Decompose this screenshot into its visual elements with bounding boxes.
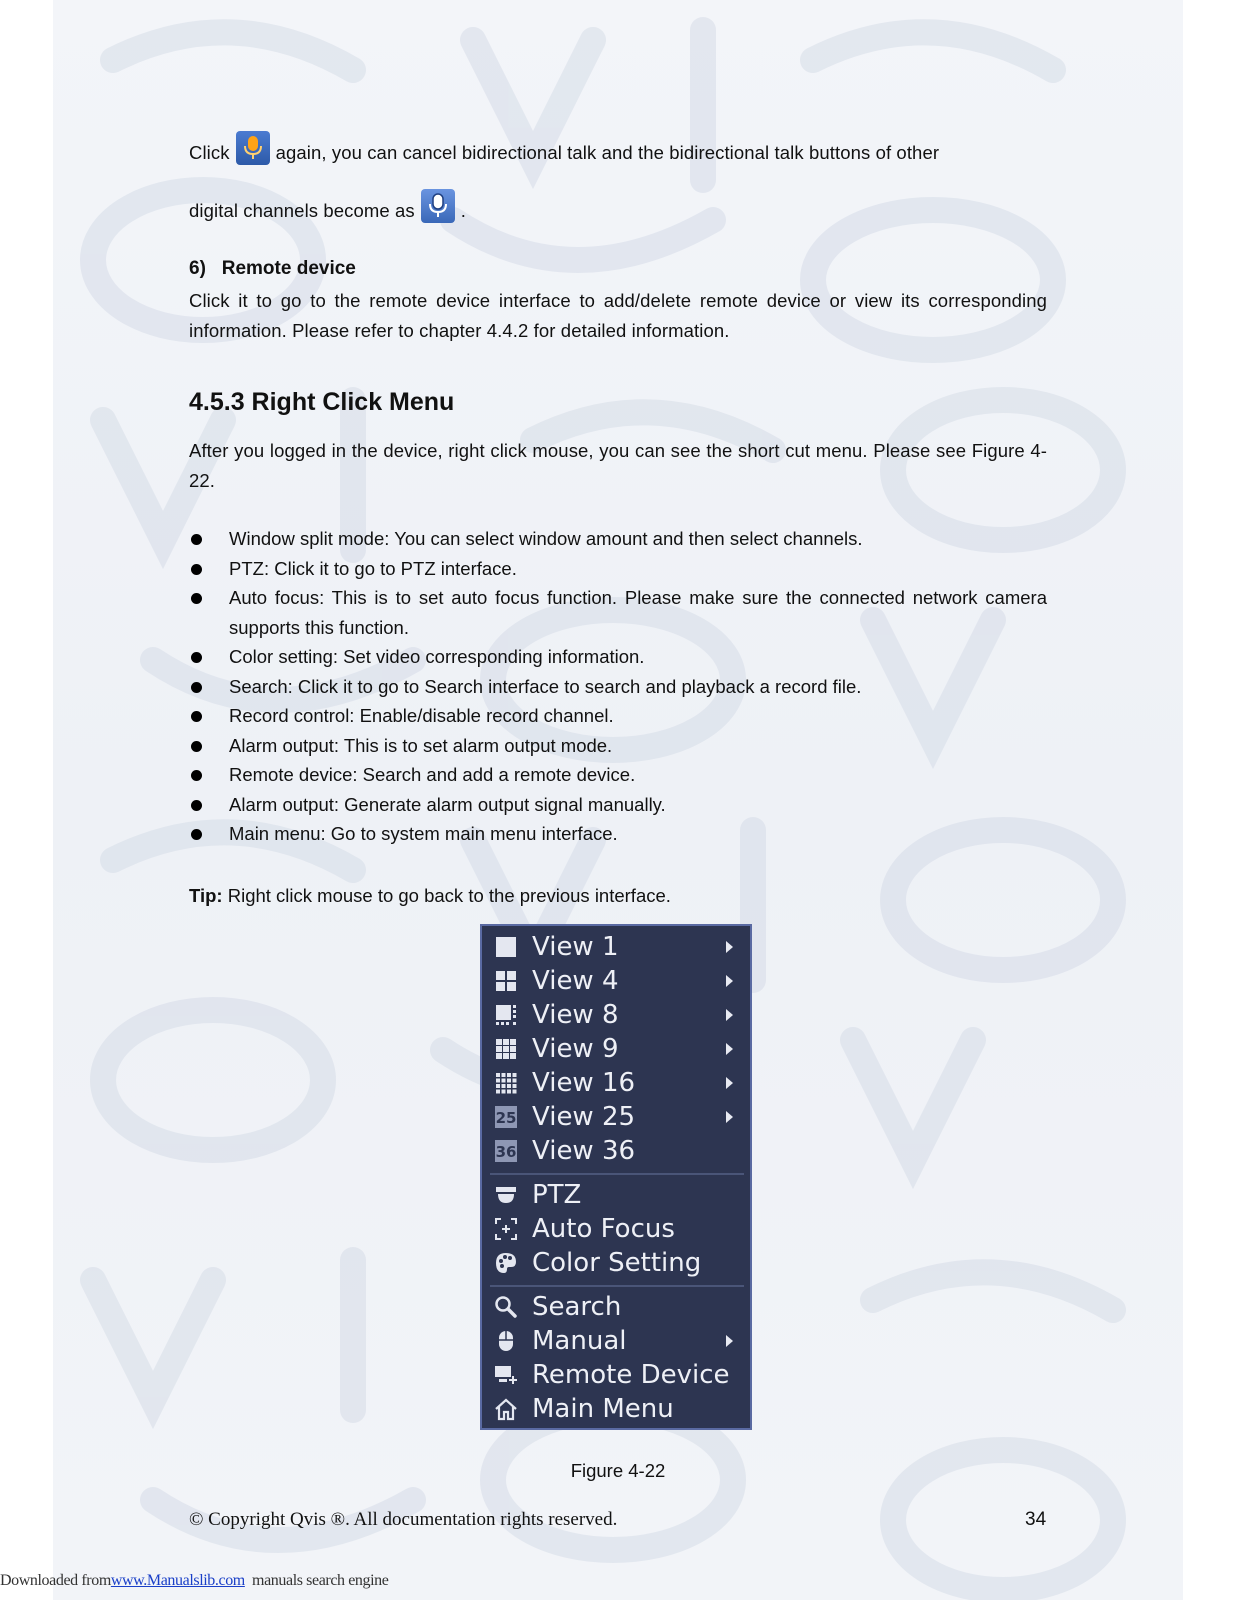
menu-divider [490,1173,744,1175]
menu-item-label: Manual [532,1326,627,1356]
submenu-arrow-icon [726,1077,733,1089]
remote-device-heading [189,258,356,280]
menu-item-label: View 16 [532,1068,636,1098]
list-item: Alarm output: Generate alarm output signal manually. [189,790,1047,820]
footer-copyright: © Copyright Qvis ®. All documentation rights reserved. [189,1509,618,1530]
submenu-arrow-icon [726,1111,733,1123]
menu-item-view-9[interactable] [482,1032,750,1066]
view-36-icon-text: 36 [495,1143,517,1161]
menu-item-label: PTZ [532,1180,582,1210]
talk-paragraph-line1 [189,131,1047,168]
tip-text: Right click mouse to go back to the previous interface. [227,885,671,906]
list-item: Main menu: Go to system main menu interface. [189,819,1047,849]
menu-item-label: Main Menu [532,1394,674,1424]
menu-item-ptz[interactable] [482,1178,750,1212]
talk-paragraph-line2 [189,189,1047,226]
list-item: PTZ: Click it to go to PTZ interface. [189,554,1047,584]
figure-caption: Figure 4-22 [570,1460,666,1481]
list-item: Search: Click it to go to Search interface to search and playback a record file. [189,672,1047,702]
list-item: Window split mode: You can select window amount and then select channels. [189,524,1047,554]
menu-item-auto-focus[interactable] [482,1212,750,1246]
talk-text-line2-end: . [460,200,467,221]
manualslib-link[interactable]: www.Manualslib.com [110,1572,245,1589]
menu-item-main-menu[interactable] [482,1392,750,1426]
list-item: Color setting: Set video corresponding information. [189,642,1047,672]
view-36-icon [494,1139,518,1163]
view-9-icon [494,1037,518,1061]
menu-item-label: Auto Focus [532,1214,675,1244]
remote-device-number: 6) [189,258,206,279]
remote-device-body: Click it to go to the remote device interface to add/delete remote device or view its corresponding information. Please refer to chapter 4.4.2 for detailed information. [189,290,1047,341]
menu-item-color-setting[interactable] [482,1246,750,1280]
microphone-idle-icon [421,189,455,223]
menu-item-label: View 36 [532,1136,636,1166]
menu-item-label: Search [532,1292,622,1322]
view-4-icon [494,969,518,993]
menu-item-label: Color Setting [532,1248,702,1278]
download-prefix: Downloaded from [0,1572,111,1589]
auto-focus-icon [494,1217,518,1241]
view-8-icon [494,1003,518,1027]
menu-item-label: View 8 [532,1000,619,1030]
microphone-icon [236,131,270,165]
list-item: Auto focus: This is to set auto focus function. Please make sure the connected network camera supports this function. [189,583,1047,642]
view-1-icon [494,935,518,959]
menu-item-remote-device[interactable] [482,1358,750,1392]
list-item: Record control: Enable/disable record channel. [189,701,1047,731]
page-content [53,0,1183,1600]
palette-icon [494,1251,518,1275]
manual-page [53,0,1183,1600]
right-click-menu [480,924,752,1430]
list-item: Remote device: Search and add a remote device. [189,760,1047,790]
submenu-arrow-icon [726,941,733,953]
home-icon [494,1397,518,1421]
menu-item-view-4[interactable] [482,964,750,998]
remote-device-title: Remote device [221,258,356,279]
section-title: 4.5.3 Right Click Menu [189,388,455,416]
tip-paragraph [189,881,671,911]
submenu-arrow-icon [726,975,733,987]
menu-item-label: View 9 [532,1034,619,1064]
menu-item-view-25[interactable] [482,1100,750,1134]
menu-item-view-16[interactable] [482,1066,750,1100]
mouse-icon [494,1329,518,1353]
page-number: 34 [1025,1509,1047,1530]
menu-item-view-1[interactable] [482,930,750,964]
remote-device-icon [494,1363,518,1387]
menu-item-manual[interactable] [482,1324,750,1358]
download-suffix: manuals search engine [252,1572,389,1589]
feature-list [189,524,1047,849]
ptz-camera-icon [494,1183,518,1207]
submenu-arrow-icon [726,1335,733,1347]
menu-item-view-8[interactable] [482,998,750,1032]
view-16-icon [494,1071,518,1095]
view-25-icon [494,1105,518,1129]
menu-item-view-36[interactable] [482,1134,750,1168]
menu-item-search[interactable] [482,1290,750,1324]
talk-text-line2: digital channels become as [189,200,415,221]
tip-label: Tip: [189,885,223,906]
menu-item-label: View 4 [532,966,619,996]
menu-item-label: View 25 [532,1102,636,1132]
search-icon [494,1295,518,1319]
view-25-icon-text: 25 [495,1109,517,1127]
talk-text-after: again, you can cancel bidirectional talk and the bidirectional talk buttons of other [275,142,940,163]
menu-item-label: View 1 [532,932,619,962]
download-source-line [0,1572,388,1590]
menu-divider [490,1285,744,1287]
submenu-arrow-icon [726,1009,733,1021]
talk-text-before: Click [189,142,230,163]
section-intro: After you logged in the device, right click mouse, you can see the short cut menu. Please see Figure 4-22. [189,440,1047,491]
submenu-arrow-icon [726,1043,733,1055]
menu-item-label: Remote Device [532,1360,730,1390]
list-item: Alarm output: This is to set alarm output mode. [189,731,1047,761]
